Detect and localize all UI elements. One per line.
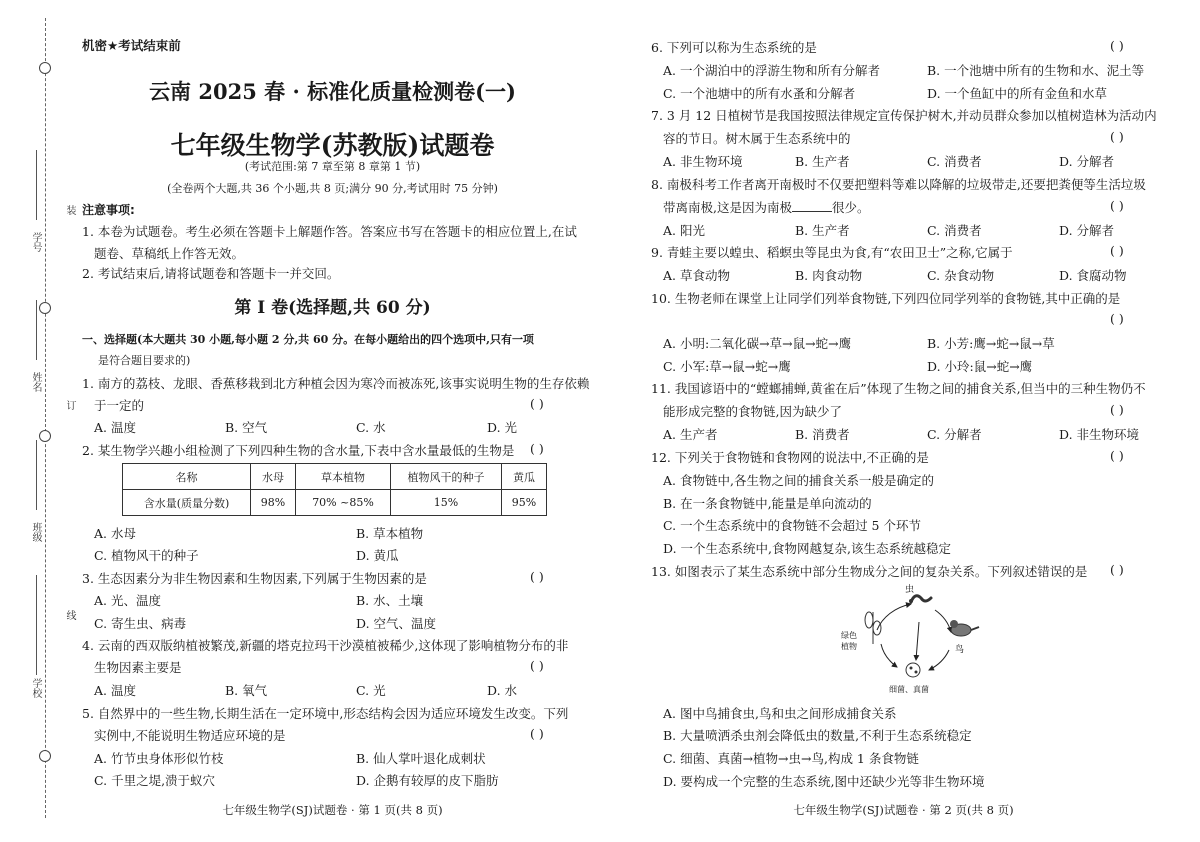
student-id-label: 学号: [30, 232, 41, 252]
school-label: 学校: [30, 678, 41, 698]
question-8: 8. 南极科考工作者离开南极时不仅要把塑料等难以降解的垃圾带走,还要把粪便等生活垃圾: [651, 177, 1146, 192]
section-instructions-cont: 是符合题目要求的): [98, 354, 191, 367]
bacteria-fungi-icon: [906, 663, 920, 677]
fill-blank[interactable]: [792, 200, 832, 212]
water-content-table: [122, 463, 547, 516]
binding-hole: [39, 750, 51, 762]
question-1-cont: 于一定的: [94, 398, 145, 413]
q13-option-c: C. 细菌、真菌→植物→虫→鸟,构成 1 条食物链: [663, 751, 919, 766]
q5-option-b: B. 仙人掌叶退化成刺状: [356, 751, 486, 766]
q4-option-b: B. 氧气: [225, 683, 268, 698]
diagram-label-plant-1: 绿色: [841, 631, 857, 640]
section-instructions: 一、选择题(本大题共 30 小题,每小题 2 分,共 60 分。在每小题给出的四个选项中,只有一项: [82, 333, 534, 346]
table-cell: 15%: [391, 490, 502, 516]
answer-paren: ( ): [530, 441, 544, 456]
diagram-label-insect: 虫: [905, 585, 915, 595]
caterpillar-icon: [909, 596, 931, 603]
class-label: 班级: [30, 522, 41, 542]
q1-option-a: A. 温度: [94, 420, 136, 435]
answer-paren: ( ): [1110, 402, 1124, 417]
q12-option-a: A. 食物链中,各生物之间的捕食关系一般是确定的: [663, 473, 934, 488]
question-12: 12. 下列关于食物链和食物网的说法中,不正确的是: [651, 450, 929, 465]
question-1: 1. 南方的荔枝、龙眼、香蕉移栽到北方种植会因为寒冷而被冻死,该事实说明生物的生存依赖: [82, 376, 590, 391]
q7-option-a: A. 非生物环境: [663, 154, 743, 169]
question-13: 13. 如图表示了某生态系统中部分生物成分之间的复杂关系。下列叙述错误的是: [651, 564, 1088, 579]
school-line[interactable]: [36, 575, 37, 675]
q1-option-c: C. 水: [356, 420, 386, 435]
diagram-label-plant-2: 植物: [841, 642, 857, 651]
q2-option-d: D. 黄瓜: [356, 548, 399, 563]
class-line[interactable]: [36, 440, 37, 510]
q11-option-b: B. 消费者: [795, 427, 850, 442]
note-1: 1. 本卷为试题卷。考生必须在答题卡上解题作答。答案应书写在答题卡的相应位置上,在试: [82, 224, 577, 239]
question-4: 4. 云南的西双版纳植被繁茂,新疆的塔克拉玛干沙漠植被稀少,这体现了影响植物分布的非: [82, 638, 569, 653]
page-footer: 七年级生物学(SJ)试题卷 · 第 1 页(共 8 页): [222, 803, 443, 817]
q6-option-b: B. 一个池塘中所有的生物和水、泥土等: [927, 63, 1145, 78]
question-10: 10. 生物老师在课堂上让同学们列举食物链,下列四位同学列举的食物链,其中正确的是: [651, 291, 1121, 306]
page-2: [605, 0, 1200, 842]
answer-paren: ( ): [1110, 198, 1124, 213]
q13-option-a: A. 图中鸟捕食虫,鸟和虫之间形成捕食关系: [663, 706, 897, 721]
q8-option-c: C. 消费者: [927, 223, 982, 238]
question-7-cont: 容的节日。树木属于生态系统中的: [663, 131, 851, 146]
q8-option-d: D. 分解者: [1059, 223, 1115, 238]
question-3: 3. 生态因素分为非生物因素和生物因素,下列属于生物因素的是: [82, 571, 427, 586]
q10-option-c: C. 小军:草→鼠→蛇→鹰: [663, 359, 791, 374]
note-1-cont: 题卷、草稿纸上作答无效。: [94, 246, 245, 261]
q11-option-d: D. 非生物环境: [1059, 427, 1140, 442]
q13-option-b: B. 大量喷洒杀虫剂会降低虫的数量,不利于生态系统稳定: [663, 728, 972, 743]
binding-hole: [39, 302, 51, 314]
question-4-cont: 生物因素主要是: [94, 660, 182, 675]
question-5-cont: 实例中,不能说明生物适应环境的是: [94, 728, 286, 743]
q3-option-a: A. 光、温度: [94, 593, 161, 608]
q1-option-b: B. 空气: [225, 420, 268, 435]
section-title: 第 Ⅰ 卷(选择题,共 60 分): [234, 298, 431, 318]
q1-option-d: D. 光: [487, 420, 518, 435]
q4-option-c: C. 光: [356, 683, 386, 698]
exam-series-title: 云南 2025 春 · 标准化质量检测卷(一): [149, 79, 516, 104]
q3-option-d: D. 空气、温度: [356, 616, 437, 631]
arrow-insect-to-decomposers: [916, 622, 919, 660]
binding-hole: [39, 430, 51, 442]
q5-option-a: A. 竹节虫身体形似竹枝: [94, 751, 224, 766]
q6-option-d: D. 一个鱼缸中的所有金鱼和水草: [927, 86, 1108, 101]
q4-option-a: A. 温度: [94, 683, 136, 698]
page-1: [80, 0, 600, 842]
name-line[interactable]: [36, 300, 37, 360]
table-header: 植物风干的种子: [391, 464, 502, 490]
arrow-plant-to-insect: [877, 604, 911, 630]
q12-option-c: C. 一个生态系统中的食物链不会超过 5 个环节: [663, 518, 921, 533]
binding-mark-xian: 线: [64, 610, 75, 620]
question-11: 11. 我国谚语中的“螳螂捕蝉,黄雀在后”体现了生物之间的捕食关系,但当中的三种生物仍不: [651, 381, 1146, 396]
q10-option-a: A. 小明:二氧化碳→草→鼠→蛇→鹰: [663, 336, 852, 351]
table-cell: 98%: [251, 490, 296, 516]
student-id-line[interactable]: [36, 150, 37, 220]
answer-paren: ( ): [1110, 38, 1124, 53]
q7-option-c: C. 消费者: [927, 154, 982, 169]
question-6: 6. 下列可以称为生态系统的是: [651, 40, 817, 55]
q10-option-b: B. 小芳:鹰→蛇→鼠→草: [927, 336, 1055, 351]
q12-option-b: B. 在一条食物链中,能量是单向流动的: [663, 496, 872, 511]
exam-scope: (考试范围:第 7 章至第 8 章第 1 节): [244, 160, 421, 173]
arrow-plant-to-decomposers: [881, 644, 897, 667]
q8-option-b: B. 生产者: [795, 223, 850, 238]
table-header: 水母: [251, 464, 296, 490]
table-cell: 含水量(质量分数): [123, 490, 251, 516]
q10-option-d: D. 小玲:鼠→蛇→鹰: [927, 359, 1033, 374]
binding-mark-ding: 订: [64, 400, 75, 410]
question-8-text: 带离南极,这是因为南极: [663, 200, 792, 215]
binding-mark-zhuang: 装: [64, 205, 75, 215]
answer-paren: ( ): [1110, 448, 1124, 463]
table-header: 草本植物: [296, 464, 391, 490]
q13-option-d: D. 要构成一个完整的生态系统,图中还缺少光等非生物环境: [663, 774, 985, 789]
plant-icon: [865, 612, 881, 644]
q11-option-a: A. 生产者: [663, 427, 718, 442]
q4-option-d: D. 水: [487, 683, 518, 698]
q9-option-b: B. 肉食动物: [795, 268, 863, 283]
page-footer: 七年级生物学(SJ)试题卷 · 第 2 页(共 8 页): [793, 803, 1014, 817]
answer-paren: ( ): [530, 396, 544, 411]
diagram-label-decomposers: 细菌、真菌: [889, 685, 929, 694]
binding-dashed-line: [45, 18, 46, 818]
q8-option-a: A. 阳光: [663, 223, 705, 238]
table-cell: 95%: [502, 490, 547, 516]
q12-option-d: D. 一个生态系统中,食物网越复杂,该生态系统越稳定: [663, 541, 951, 556]
answer-paren: ( ): [530, 569, 544, 584]
answer-paren: ( ): [1110, 129, 1124, 144]
q7-option-b: B. 生产者: [795, 154, 850, 169]
answer-paren: ( ): [1110, 243, 1124, 258]
exam-info: (全卷两个大题,共 36 个小题,共 8 页;满分 90 分,考试用时 75 分钟): [167, 182, 498, 195]
food-web-diagram: [837, 582, 987, 697]
question-8-text-end: 很少。: [831, 200, 870, 215]
table-header-row: [123, 464, 547, 490]
bird-icon: [950, 620, 979, 636]
q6-option-a: A. 一个湖泊中的浮游生物和所有分解者: [663, 63, 880, 78]
confidential-label: 机密★考试结束前: [82, 38, 181, 53]
q3-option-b: B. 水、土壤: [356, 593, 424, 608]
note-2: 2. 考试结束后,请将试题卷和答题卡一并交回。: [82, 266, 340, 281]
q9-option-c: C. 杂食动物: [927, 268, 995, 283]
diagram-label-bird: 鸟: [955, 645, 965, 655]
name-label: 姓名: [30, 372, 41, 392]
q7-option-d: D. 分解者: [1059, 154, 1115, 169]
q3-option-c: C. 寄生虫、病毒: [94, 616, 187, 631]
notes-heading: 注意事项:: [82, 203, 135, 217]
binding-margin: [0, 0, 80, 842]
arrow-insect-to-bird: [935, 610, 951, 632]
table-row: [123, 490, 547, 516]
q11-option-c: C. 分解者: [927, 427, 982, 442]
q9-option-d: D. 食腐动物: [1059, 268, 1127, 283]
arrow-bird-to-decomposers: [929, 650, 949, 670]
question-9: 9. 青蛙主要以蝗虫、稻螟虫等昆虫为食,有“农田卫士”之称,它属于: [651, 245, 1013, 260]
q5-option-d: D. 企鹅有较厚的皮下脂肪: [356, 773, 499, 788]
table-header: 名称: [123, 464, 251, 490]
q9-option-a: A. 草食动物: [663, 268, 730, 283]
answer-paren: ( ): [530, 726, 544, 741]
exam-title: 七年级生物学(苏教版)试题卷: [170, 131, 495, 160]
question-2: 2. 某生物学兴趣小组检测了下列四种生物的含水量,下表中含水量最低的生物是: [82, 443, 515, 458]
question-8-cont: [663, 198, 870, 216]
answer-paren: ( ): [530, 658, 544, 673]
q6-option-c: C. 一个池塘中的所有水蚤和分解者: [663, 86, 856, 101]
question-7: 7. 3 月 12 日植树节是我国按照法律规定宣传保护树木,并动员群众参加以植树造林为活动内: [651, 108, 1157, 123]
table-cell: 70% ~85%: [296, 490, 391, 516]
answer-paren: ( ): [1110, 311, 1124, 326]
q5-option-c: C. 千里之堤,溃于蚁穴: [94, 773, 216, 788]
table-header: 黄瓜: [502, 464, 547, 490]
binding-hole: [39, 62, 51, 74]
question-5: 5. 自然界中的一些生物,长期生活在一定环境中,形态结构会因为适应环境发生改变。下列: [82, 706, 569, 721]
answer-paren: ( ): [1110, 562, 1124, 577]
q2-option-a: A. 水母: [94, 526, 136, 541]
question-11-cont: 能形成完整的食物链,因为缺少了: [663, 404, 842, 419]
q2-option-c: C. 植物风干的种子: [94, 548, 199, 563]
q2-option-b: B. 草本植物: [356, 526, 424, 541]
